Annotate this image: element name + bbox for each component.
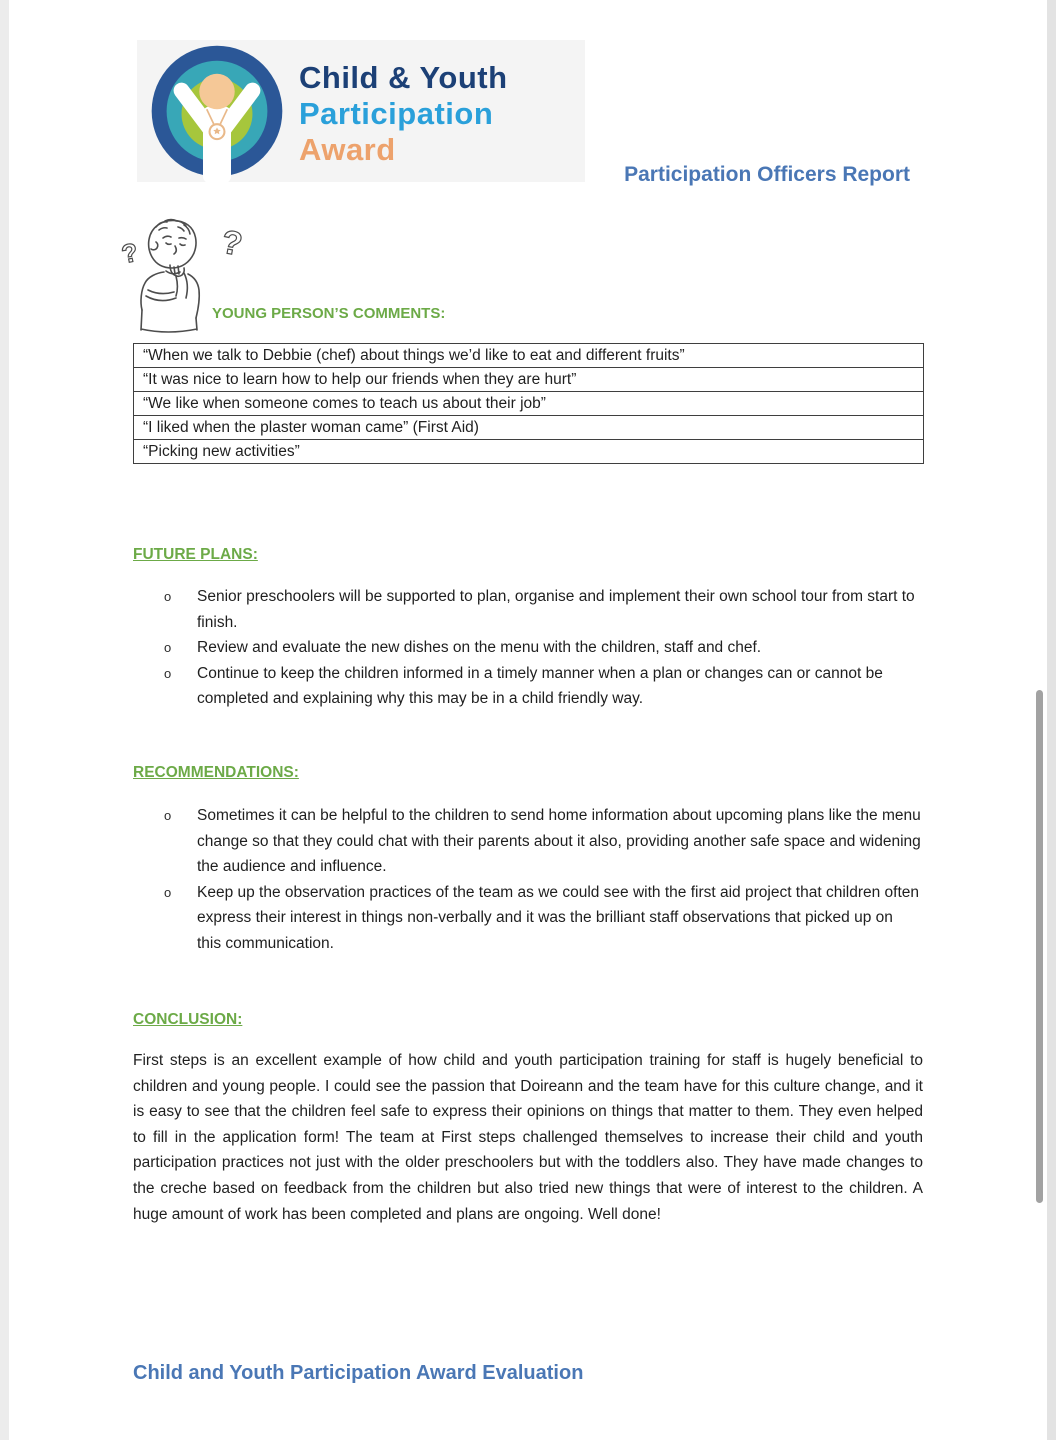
list-item — [133, 880, 923, 957]
report-title: Participation Officers Report — [624, 163, 910, 186]
footer-title: Child and Youth Participation Award Evaluation — [133, 1362, 584, 1384]
comment-text: “We like when someone comes to teach us about their job” — [143, 394, 546, 412]
future-plans-list — [133, 584, 923, 712]
page-edge-right — [1047, 0, 1056, 1440]
comment-text: “I liked when the plaster woman came” (First Aid) — [143, 418, 479, 436]
comment-text: “Picking new activities” — [143, 442, 300, 460]
table-row — [134, 344, 923, 368]
list-item-text: Sometimes it can be helpful to the children to send home information about upcoming plans like the menu change so that they could chat with their parents about it also, providing another safe space and widening the audience and influence. — [197, 807, 921, 876]
conclusion-heading: CONCLUSION: — [133, 1011, 243, 1028]
list-item-text: Keep up the observation practices of the team as we could see with the first aid project that children often express their interest in things non-verbally and it was the brilliant staff observations that picked up on this communication. — [197, 883, 920, 952]
list-item-text: Review and evaluate the new dishes on the menu with the children, staff and chef. — [197, 639, 762, 657]
page-edge-left — [0, 0, 9, 1440]
list-item-text: Senior preschoolers will be supported to plan, organise and implement their own school tour from start to finish. — [197, 588, 915, 631]
table-row — [134, 416, 923, 440]
bullet-icon: o — [164, 589, 172, 604]
comment-text: “It was nice to learn how to help our friends when they are hurt” — [143, 370, 577, 388]
list-item-text: Continue to keep the children informed in a timely manner when a plan or changes can or cannot be completed and explaining why this may be in a child friendly way. — [197, 664, 883, 708]
table-row — [134, 440, 923, 463]
table-row — [134, 368, 923, 392]
logo-line1: Child & Youth — [299, 60, 508, 95]
bullet-icon: o — [164, 884, 172, 900]
scrollbar-thumb[interactable] — [1036, 690, 1043, 1203]
bullet-icon: o — [164, 808, 172, 823]
table-row — [134, 392, 923, 416]
award-logo-icon — [147, 43, 287, 183]
list-item — [133, 635, 923, 661]
logo-line3: Award — [299, 132, 396, 167]
list-item — [133, 803, 923, 880]
award-logo-wordmark — [299, 60, 508, 168]
bullet-icon: o — [164, 640, 172, 656]
comments-table — [133, 343, 924, 464]
comments-heading: YOUNG PERSON’S COMMENTS: — [212, 305, 446, 322]
recommendations-heading: RECOMMENDATIONS: — [133, 764, 299, 781]
list-item — [133, 584, 923, 635]
logo-line2: Participation — [299, 96, 494, 131]
conclusion-paragraph: First steps is an excellent example of how child and youth participation training for staff is hugely beneficial to children and young people. I could see the passion that Doireann and the team have for this culture change, and it is easy to see that the children feel safe to express their opinions on things that matter to them. They even helped to fill in the application form! The team at First steps challenged themselves to increase their child and youth participation practices not just with the older preschoolers but with the toddlers also. They have made changes to the creche based on feedback from the children but also tried new things that were of interest to the children. A huge amount of work has been completed and plans are ongoing. Well done! — [133, 1052, 923, 1223]
comment-text: “When we talk to Debbie (chef) about things we’d like to eat and different fruits” — [143, 346, 685, 364]
bullet-icon: o — [164, 665, 172, 681]
question-mark-icon: ? — [218, 222, 246, 263]
question-mark-icon: ? — [118, 236, 141, 270]
award-logo — [137, 40, 585, 182]
recommendations-list — [133, 803, 923, 957]
list-item — [133, 661, 923, 712]
future-plans-heading: FUTURE PLANS: — [133, 546, 258, 563]
